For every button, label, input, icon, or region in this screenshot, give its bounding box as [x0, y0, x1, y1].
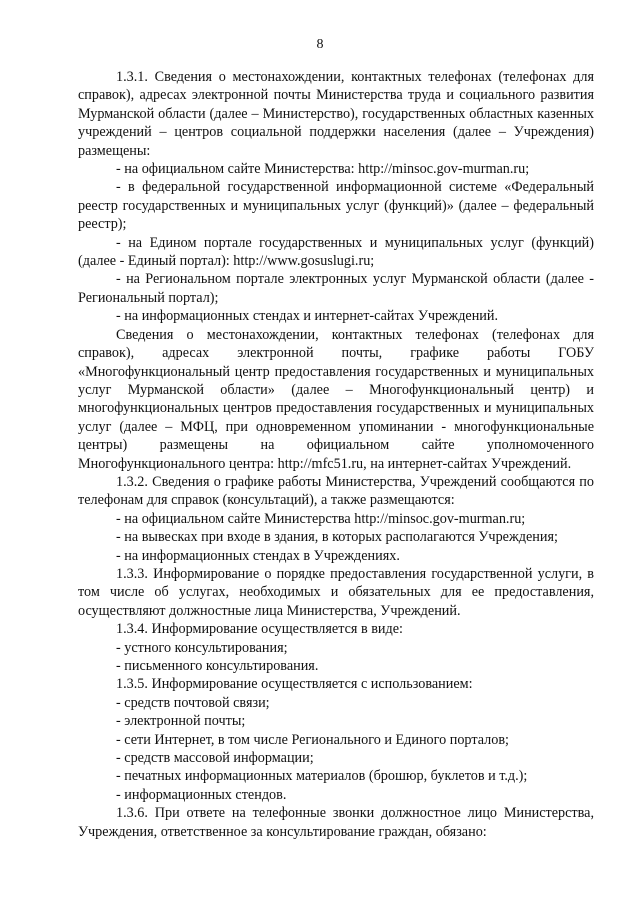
list-item-ministry-site: - на официальном сайте Министерства: http://minsoc.gov-murman.ru;: [116, 161, 530, 178]
list-item-mass-media: - средств массовой информации;: [116, 750, 314, 767]
list-item-regional-portal: - на Региональном портале электронных услуг Мурманской области (далее - Региональный портал);: [78, 271, 594, 306]
document-body: [78, 68, 594, 841]
list-item-stands-in-institutions: - на информационных стендах в Учреждениях.: [116, 547, 400, 564]
paragraph-1-3-2: 1.3.2. Сведения о графике работы Министерства, Учреждений сообщаются по телефонам для справок (консультаций), а также размещаются:: [78, 473, 594, 509]
list-item-federal-registry: - в федеральной государственной информационной системе «Федеральный реестр государственных и муниципальных услуг (функций)» (далее – федеральный реестр);: [78, 179, 594, 233]
list-item-single-portal: - на Едином портале государственных и муниципальных услуг (функций) (далее - Единый портал): http://www.gosuslugi.ru;: [78, 234, 594, 270]
list-item-postal: - средств почтовой связи;: [116, 694, 270, 711]
paragraph-1-3-3: 1.3.3. Информирование о порядке предоставления государственной услуги, в том числе об услугах, необходимых и обязательных для ее предоставления, осуществляют должностные лица Министерства, Учреждений.: [78, 565, 594, 619]
page-number: 8: [316, 37, 324, 52]
list-item-printed-materials: - печатных информационных материалов (брошюр, буклетов и т.д.);: [116, 768, 528, 785]
list-item-internet: - сети Интернет, в том числе Регионального и Единого порталов;: [116, 731, 509, 748]
list-item-written-consulting: - письменного консультирования.: [116, 658, 319, 674]
paragraph-mfc-info: Сведения о местонахождении, контактных телефонах (телефонах для справок), адресах электронной почты, графике работы ГОБУ «Многофункциональный центр предоставления государственных и муниципальных услуг Мурманской области» (далее – Многофункциональный центр) и многофункциональных центров предоставления государственных и муниципальных услуг (далее – МФЦ, при одновременном упоминании - многофункциональные центры) размещены на официальном сайте уполномоченного Многофункционального центра: http://mfc51.ru, на интернет-сайтах Учреждений.: [78, 326, 594, 472]
paragraph-1-3-5: 1.3.5. Информирование осуществляется с использованием:: [116, 676, 473, 693]
list-item-info-stands-2: - информационных стендов.: [116, 786, 287, 803]
list-item-ministry-site-2: - на официальном сайте Министерства http://minsoc.gov-murman.ru;: [116, 510, 526, 527]
paragraph-1-3-6: 1.3.6. При ответе на телефонные звонки должностное лицо Министерства, Учреждения, ответственное за консультирование граждан, обязано:: [78, 805, 594, 840]
paragraph-1-3-1: 1.3.1. Сведения о местонахождении, контактных телефонах (телефонах для справок), адресах электронной почты Министерства труда и социального развития Мурманской области (далее – Министерство), государственных областных казенных учреждений – центров социальной поддержки населения (далее – Учреждения) размещены:: [78, 69, 594, 159]
list-item-oral-consulting: - устного консультирования;: [116, 639, 288, 656]
list-item-email: - электронной почты;: [116, 713, 246, 730]
list-item-building-signs: - на вывесках при входе в здания, в которых располагаются Учреждения;: [116, 529, 558, 546]
paragraph-1-3-4: 1.3.4. Информирование осуществляется в виде:: [116, 621, 403, 638]
list-item-info-stands: - на информационных стендах и интернет-сайтах Учреждений.: [116, 308, 499, 325]
